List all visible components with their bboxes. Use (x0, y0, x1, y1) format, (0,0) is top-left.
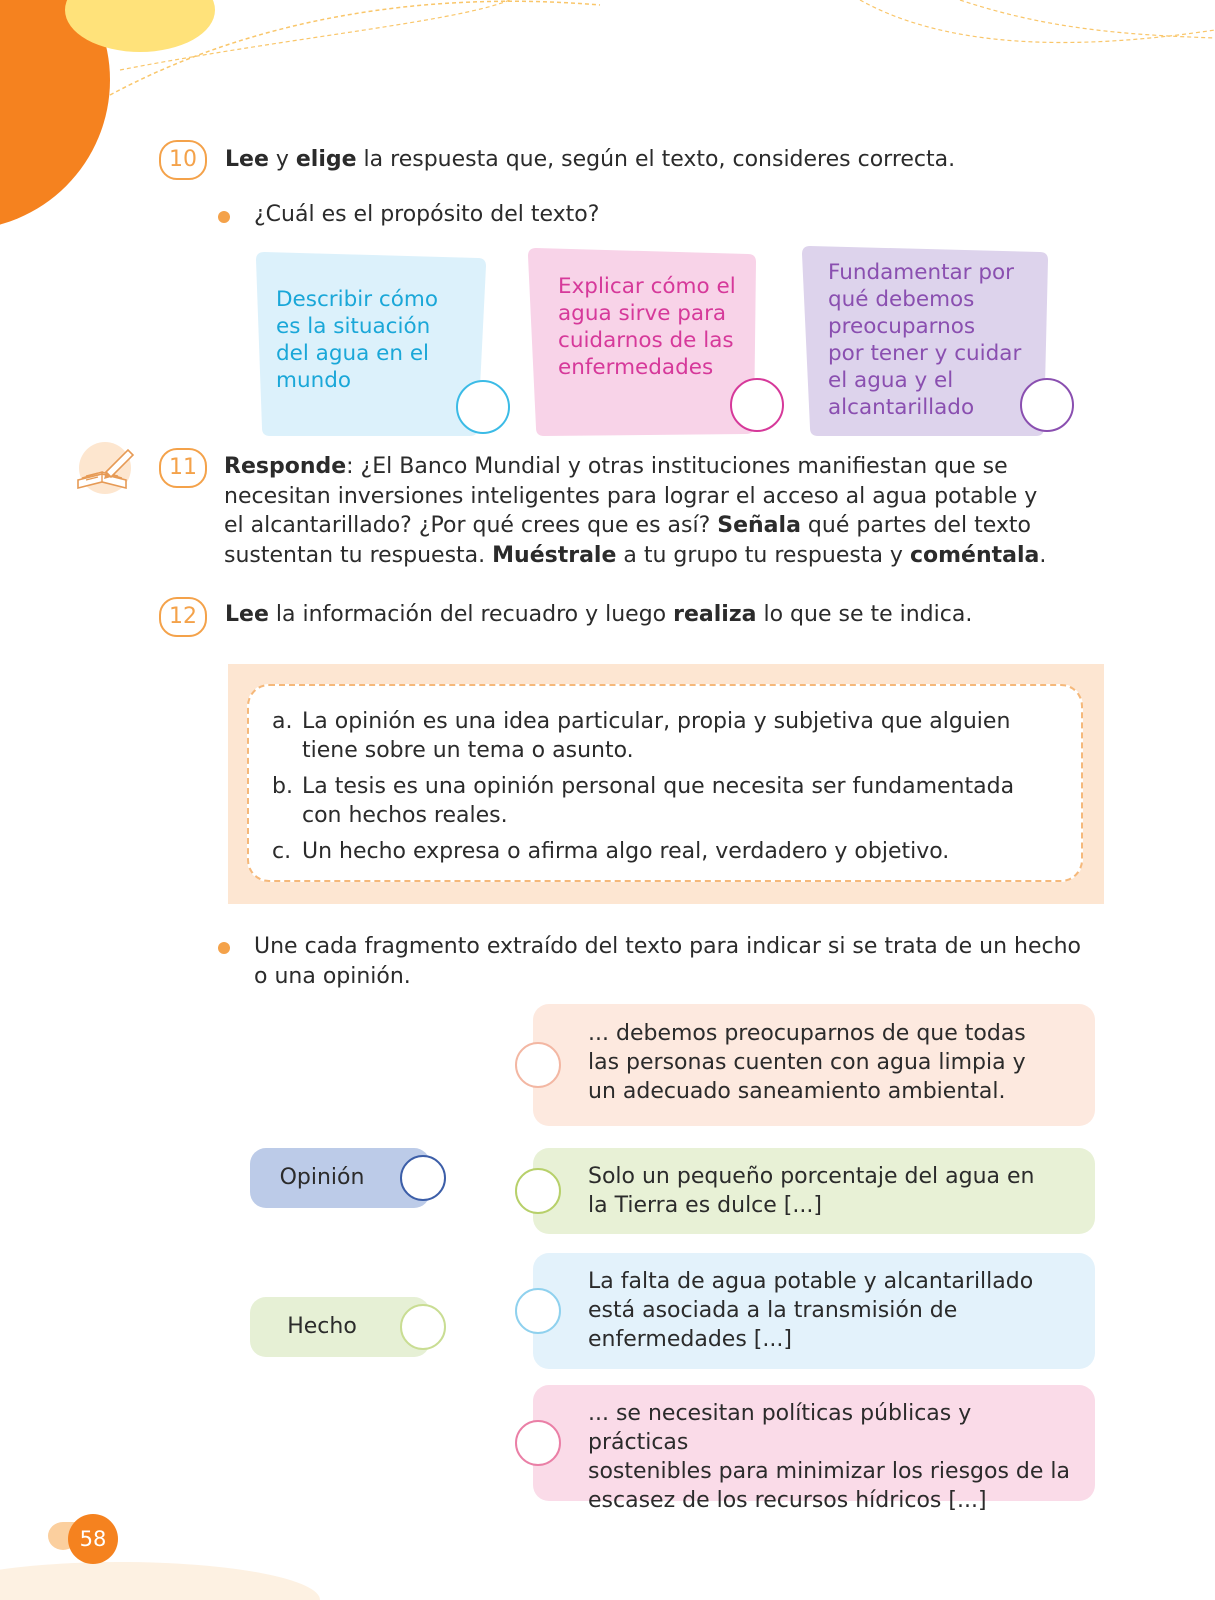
opinion-connector[interactable] (400, 1155, 446, 1201)
definition-a: La opinión es una idea particular, propia y subjetiva que alguien tiene sobre un tema o asunto. (302, 709, 1011, 763)
label-opinion: Opinión (250, 1148, 430, 1208)
verb-lee: Lee (225, 147, 269, 172)
writing-icon (72, 442, 138, 500)
option-card-explicar[interactable]: Explicar cómo el agua sirve para cuidarnos de las enfermedades (558, 274, 736, 380)
fragment-card-1: ... debemos preocuparnos de que todas las personas cuenten con agua limpia y un adecuado saneamiento ambiental. (533, 1004, 1095, 1126)
fragment-card-4: ... se necesitan políticas públicas y prácticas sostenibles para minimizar los riesgos de la escasez de los recursos hídricos [...] (533, 1385, 1095, 1501)
definition-a-letter: a. (272, 709, 293, 734)
label-hecho: Hecho (250, 1297, 430, 1357)
fragment-1-connector[interactable] (515, 1042, 561, 1088)
fragment-card-2: Solo un pequeño porcentaje del agua en la Tierra es dulce [...] (533, 1148, 1095, 1234)
definition-c-letter: c. (272, 839, 292, 864)
option-card-fundamentar[interactable]: Fundamentar por qué debemos preocuparnos por tener y cuidar el agua y el alcantarillado (828, 260, 1022, 420)
question-12-instruction: Lee la información del recuadro y luego realiza lo que se te indica. (225, 602, 973, 627)
fragment-4-connector[interactable] (515, 1420, 561, 1466)
fragment-2-connector[interactable] (515, 1168, 561, 1214)
answer-circle-option-3[interactable] (1020, 378, 1074, 432)
verb-elige: elige (295, 147, 357, 172)
hecho-connector[interactable] (400, 1304, 446, 1350)
question-number-10: 10 (159, 140, 207, 180)
answer-circle-option-1[interactable] (456, 380, 510, 434)
question-number-11: 11 (159, 448, 207, 488)
question-10-prompt: ¿Cuál es el propósito del texto? (254, 202, 600, 227)
question-11-text: Responde: ¿El Banco Mundial y otras instituciones manifiestan que se necesitan inversiones inteligentes para lograr el acceso al agua potable y el alcantarillado? ¿Por qué crees que es así? Señala qué partes del texto sustentan tu respuesta. Muéstrale a tu grupo tu respuesta y coméntala. (224, 454, 1047, 568)
question-number-12: 12 (159, 597, 207, 637)
bullet (218, 942, 230, 954)
matching-instruction: Une cada fragmento extraído del texto para indicar si se trata de un hecho o una opinión. (254, 934, 1082, 989)
question-10-instruction: Lee y elige la respuesta que, según el texto, consideres correcta. (225, 147, 956, 172)
definition-c: Un hecho expresa o afirma algo real, verdadero y objetivo. (302, 839, 950, 864)
page-number: 58 (68, 1514, 118, 1564)
fragment-card-3: La falta de agua potable y alcantarillado está asociada a la transmisión de enfermedades [...] (533, 1253, 1095, 1369)
fragment-3-connector[interactable] (515, 1288, 561, 1334)
definition-b: La tesis es una opinión personal que necesita ser fundamentada con hechos reales. (302, 774, 1015, 828)
definition-b-letter: b. (272, 774, 293, 799)
answer-circle-option-2[interactable] (730, 378, 784, 432)
option-card-describir[interactable]: Describir cómo es la situación del agua en el mundo (276, 287, 438, 393)
